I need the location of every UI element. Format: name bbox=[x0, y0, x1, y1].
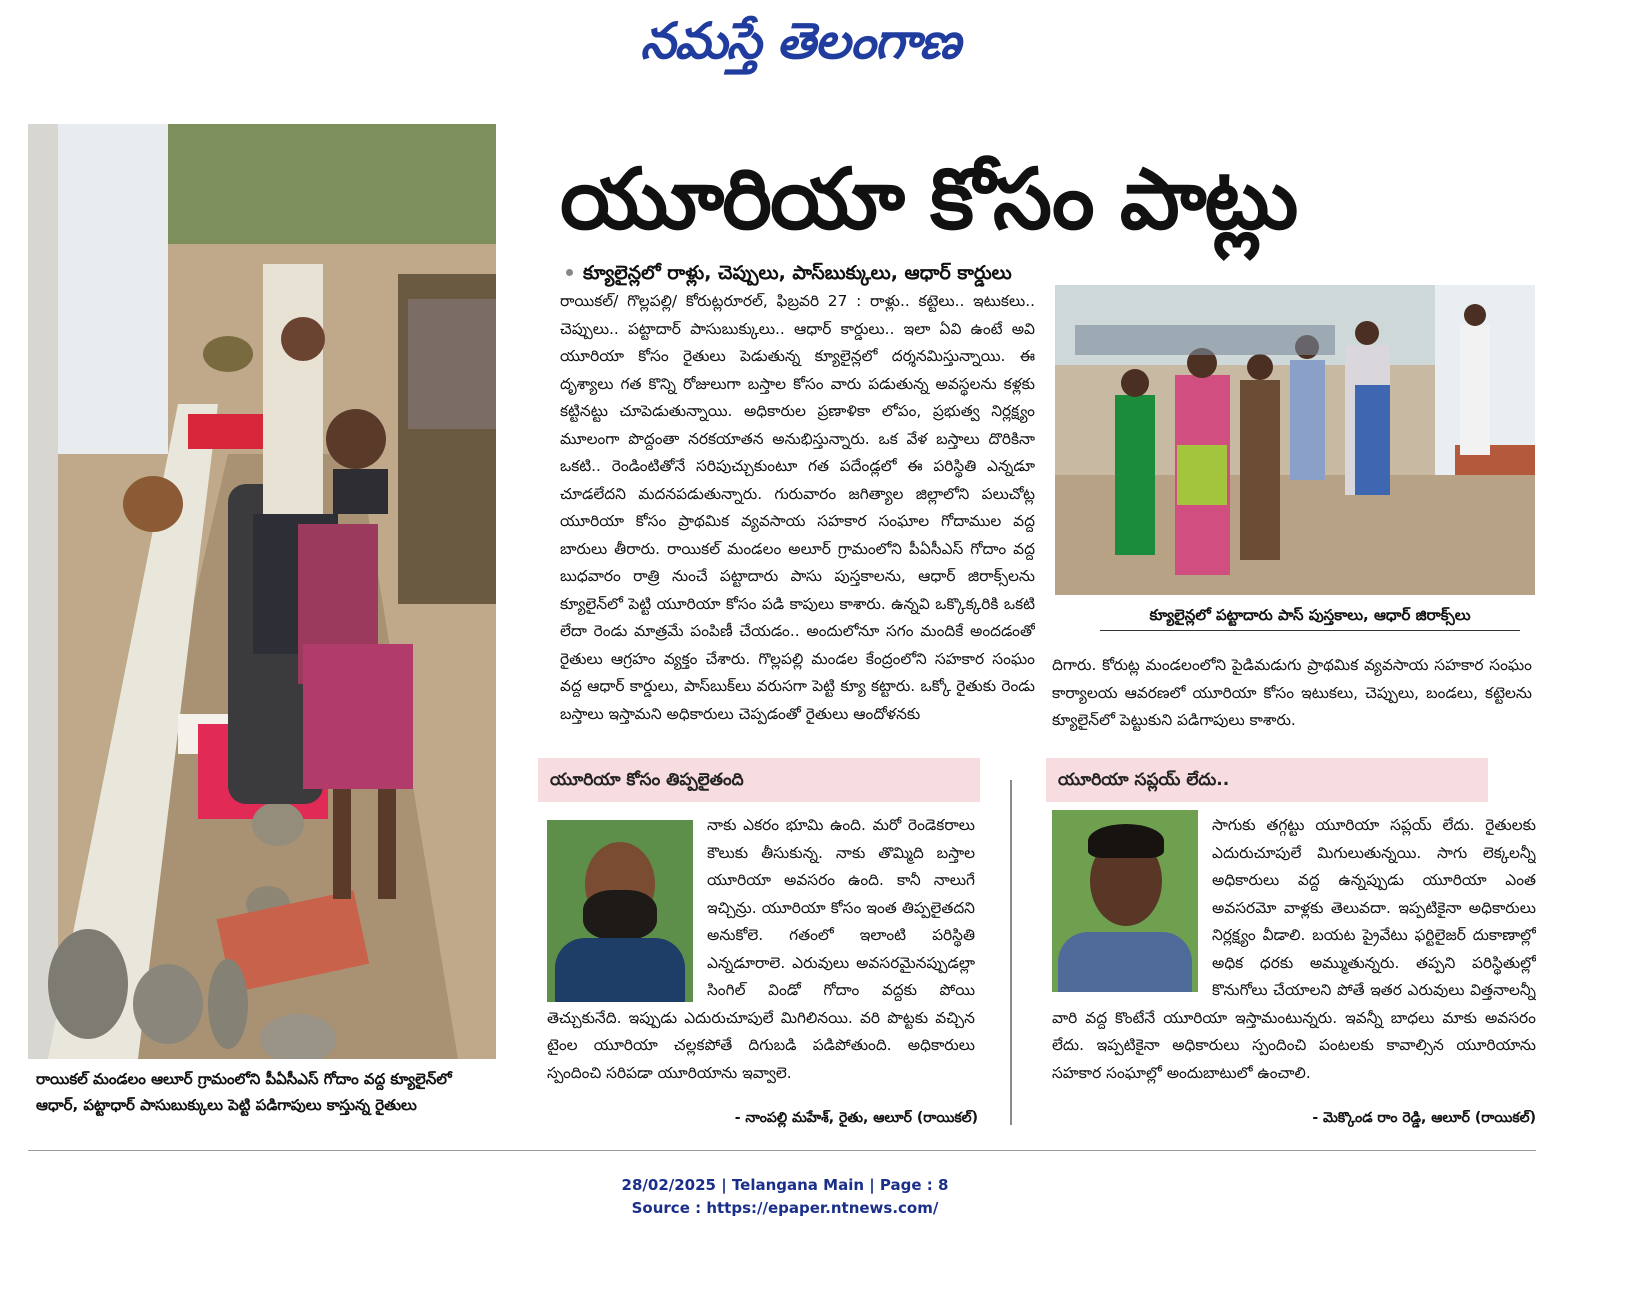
bullet-icon bbox=[566, 269, 573, 276]
main-story-col2: దిగారు. కోరుట్ల మండలంలోని పైడిమడుగు ప్రాథమిక వ్యవసాయ సహకార సంఘం కార్యాలయ ఆవరణలో యూరియా కోసం ఇటుకలు, చెప్పులు, బండలు, కట్టెలను క్యూలైన్‌లో పెట్టుకుని పడిగాపులు కాశారు. bbox=[1052, 656, 1532, 729]
box1-signature: - నాంపల్లి మహేశ్, రైతు, ఆలూర్ (రాయికల్) bbox=[734, 1110, 978, 1126]
subheadline-text: క్యూలైన్లలో రాళ్లు, చెప్పులు, పాస్‌బుక్కులు, ఆధార్ కార్డులు bbox=[583, 262, 1012, 284]
masthead-logo: నమస్తే తెలంగాణ bbox=[640, 12, 960, 70]
footer-date-line: 28/02/2025 | Telangana Main | Page : 8 bbox=[621, 1176, 949, 1194]
text-wrap-spacer bbox=[1052, 812, 1212, 997]
bottom-rule bbox=[28, 1150, 1536, 1151]
photo-queue-stones bbox=[28, 124, 496, 1059]
text-wrap-spacer bbox=[547, 812, 707, 1002]
headline: యూరియా కోసం పాట్లు bbox=[560, 150, 1297, 248]
box2-heading: యూరియా సప్లయ్ లేదు.. bbox=[1046, 758, 1488, 802]
box2-text: సాగుకు తగ్గట్టు యూరియా సప్లయ్ లేదు. రైతులకు ఎదురుచూపులే మిగులుతున్నయి. సాగు లెక్కలన్నీ అధికారులు వద్ద ఉన్నప్పుడు యూరియా ఎంత అవసరమో వాళ్లకు తెలువదా. ఇప్పటికైనా అధికారులు నిర్లక్ష్యం వీడాలి. బయట ప్రైవేటు ఫర్టిలైజర్ దుకాణాల్లో అధిక ధరకు అమ్ముతున్నరు. తప్పని పరిస్థితుల్లో కొనుగోలు చేయాలని పోతే ఇతర ఎరువులు విత్తనాలన్నీ వారి వద్ద కొంటేనే యూరియా ఇస్తామంటున్నరు. ఇవన్నీ బాధలు మాకు అవసరం లేదు. ఇప్పటికైనా అధికారులు స్పందించి పంటలకు కావాల్సిన యూరియాను సహకార సంఘాల్లో అందుబాటులో ఉంచాలి. bbox=[1052, 812, 1536, 1104]
box1-heading: యూరియా కోసం తిప్పలైతంది bbox=[538, 758, 980, 802]
column-divider bbox=[1010, 780, 1012, 1125]
subheadline bbox=[560, 260, 1100, 286]
box2-signature: - మెక్కొండ రాం రెడ్డి, ఆలూర్ (రాయికల్) bbox=[1312, 1110, 1536, 1126]
footer bbox=[500, 1174, 1070, 1222]
main-story-col1: రాయికల్/ గొల్లపల్లి/ కోరుట్లరూరల్, ఫిబ్రవరి 27 : రాళ్లు.. కట్టెలు.. ఇటుకలు.. చెప్పులు.. పట్టాదార్ పాసుబుక్కులు.. ఆధార్ కార్డులు.. ఇలా ఏవి ఉంటే అవి యూరియా కోసం రైతులు పెడుతున్న క్యూలైన్లలో దర్శనమిస్తున్నాయి. ఈ దృశ్యాలు గత కొన్ని రోజులుగా బస్తాల కోసం వారు పడుతున్న అవస్థలను కళ్లకు కట్టినట్టు చూపెడుతున్నాయి. అధికారుల ప్రణాళికా లోపం, ప్రభుత్వ నిర్లక్ష్యం మూలంగా పొద్దంతా నరకయాతన అనుభిస్తున్నారు. ఒక వేళ బస్తాలు దొరికినా ఒకటి.. రెండింటితోనే సరిపుచ్చుకుంటూ గత పదేండ్లలో ఈ పరిస్థితి ఎన్నడూ చూడలేదని మదనపడుతున్నారు. గురువారం జగిత్యాల జిల్లాలోని పలుచోట్ల యూరియా కోసం ప్రాథమిక వ్యవసాయ సహకార సంఘాల గోదాముల వద్ద బారులు తీరారు. రాయికల్ మండలం అలూర్ గ్రామంలోని పీఏసీఎస్ గోదాం వద్ద బుధవారం రాత్రి నుంచే పట్టాదారు పాసు పుస్తకాలను, ఆధార్ జిరాక్స్‌లను క్యూలైన్‌లో పెట్టి యూరియా కోసం పడి కాపులు కాశారు. ఉన్నవి ఒక్కొక్కరికి ఒకటి లేదా రెండు మాత్రమే పంపిణీ చేయడం.. అందులోనూ సగం మందికే అందడంతో రైతులు ఆగ్రహం వ్యక్తం చేశారు. గొల్లపల్లి మండల కేంద్రంలోని సహకార సంఘం వద్ద ఆధార్ కార్డులు, పాస్‌బుక్‌లు వరుసగా పెట్టి క్యూ కట్టారు. ఒక్కో రైతుకు రెండు బస్తాలు ఇస్తామని అధికారులు చెప్పడంతో రైతులు ఆందోళనకు bbox=[560, 292, 1035, 723]
photo-queue-farmers-illustration bbox=[1055, 285, 1535, 595]
footer-source-line[interactable]: Source : https://epaper.ntnews.com/ bbox=[631, 1199, 939, 1217]
photo-queue-farmers bbox=[1055, 285, 1535, 595]
photo-left-caption: రాయికల్ మండలం ఆలూర్ గ్రామంలోని పీఏసీఎస్ గోదాం వద్ద క్యూలైన్‌లో ఆధార్, పట్టాధార్ పాసుబుక్కులు పెట్టి పడిగాపులు కాస్తున్న రైతులు bbox=[36, 1070, 452, 1114]
photo-queue-stones-illustration bbox=[28, 124, 496, 1059]
box1-text: నాకు ఎకరం భూమి ఉంది. మరో రెండెకరాలు కౌలుకు తీసుకున్న. నాకు తొమ్మిది బస్తాల యూరియా అవసరం ఉంది. కానీ నాలుగే ఇచ్చిన్రు. యూరియా కోసం ఇంత తిప్పలైతదని అనుకోలె. గతంలో ఇలాంటి పరిస్థితి ఎన్నడూరాలె. ఎరువులు అవసరమైనప్పుడల్లా సింగిల్ విండో గోదాం వద్దకు పోయి తెచ్చుకునేది. ఇప్పుడు ఎదురుచూపులే మిగిలినయి. వరి పొట్టకు వచ్చిన టైంల యూరియా చల్లకపోతే దిగుబడి పడిపోతుంది. అధికారులు స్పందించి సరిపడా యూరియాను ఇవ్వాలె. bbox=[547, 812, 975, 1104]
photo-right-caption: క్యూలైన్లలో పట్టాదారు పాస్ పుస్తకాలు, ఆధార్ జిరాక్స్‌లు bbox=[1100, 602, 1520, 631]
